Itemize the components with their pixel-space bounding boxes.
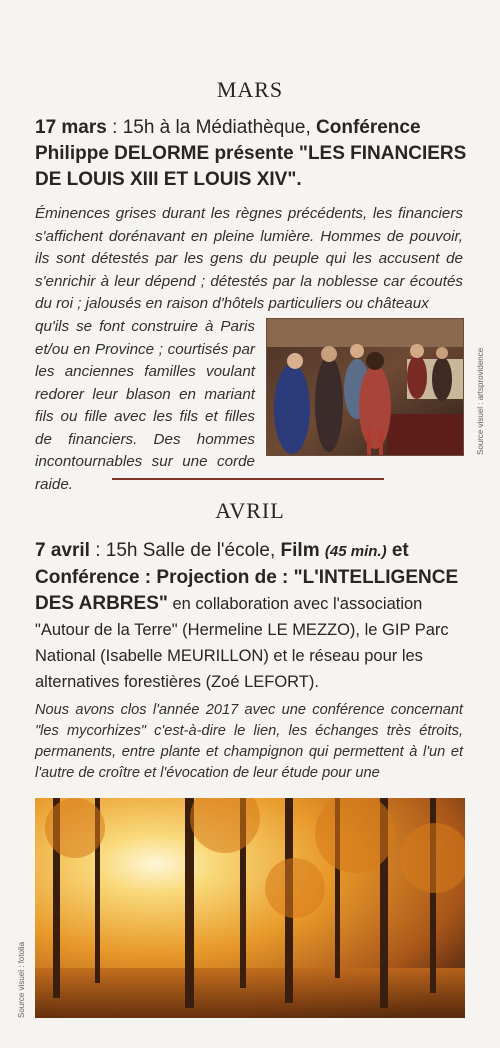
section-divider (112, 478, 384, 480)
forest-illustration (35, 798, 465, 1018)
painting-illustration (267, 319, 463, 455)
louis-xiv-painting-image (266, 318, 464, 456)
image-credit-mars: Source visuel : artsprovidence (476, 347, 485, 455)
month-heading-avril: AVRIL (215, 498, 285, 523)
event-kind: Conférence (316, 117, 421, 138)
forest-image (35, 798, 465, 1018)
event-venue: Salle de l'école, (137, 540, 281, 561)
month-heading-mars: MARS (216, 77, 284, 102)
event-description-mars: Éminences grises durant les règnes précédents, les financiers s'affichent dorénavant en pleine lumière. Hommes de pouvoir, ils sont détestés par les gens du peuple qui les accusent de s'enrichir à leur dépend ; détestés par la noblesse car écoutés du roi ; jalousés en raison d'hôtels particuliers ou châteaux (35, 205, 463, 312)
event-date: 7 avril (35, 540, 90, 561)
event-title-mars (35, 115, 467, 193)
event-description-avril: Nous avons clos l'année 2017 avec une conférence concernant "les mycorhizes" c'est-à-dire le lien, les échanges très étroits, permanents, entre plante et champignon qui permettent à l'un et l'autre de croître et l'évocation de leur étude pour une (35, 702, 463, 781)
event-title-avril (35, 538, 467, 695)
event-title-line: DES ARBRES" (35, 593, 168, 614)
event-partners: en collaboration avec l'association "Autour de la Terre" (Hermeline LE MEZZO), le GIP Parc National (Isabelle MEURILLON) et le réseau pour les alternatives forestières (Zoé LEFORT). (35, 595, 449, 691)
event-kind: Film (280, 540, 320, 561)
event-title-line: DE LOUIS XIII ET LOUIS XIV". (35, 169, 302, 190)
event-time: 15h (105, 540, 138, 561)
event-time: 15h (122, 117, 155, 138)
event-description-mars-continued: qu'ils se font construire à Paris et/ou en Province ; courtisés par les anciennes familles voulant redorer leur blason en mariant fils ou fille avec les fils et filles de financiers. Des hommes incontournables sur une corde raide. (35, 318, 255, 493)
event-date: 17 mars (35, 117, 107, 138)
image-credit-avril: Source visuel : fotolia (17, 941, 26, 1018)
event-duration: (45 min.) (324, 543, 387, 560)
event-time-sep: : (89, 540, 106, 561)
event-and: et (386, 540, 409, 561)
event-venue: à la Médiathèque, (154, 117, 317, 138)
event-title-line: Conférence : Projection de : "L'INTELLIGENCE (35, 567, 459, 588)
event-title-line: Philippe DELORME présente "LES FINANCIERS (35, 143, 467, 164)
event-time-sep: : (106, 117, 123, 138)
